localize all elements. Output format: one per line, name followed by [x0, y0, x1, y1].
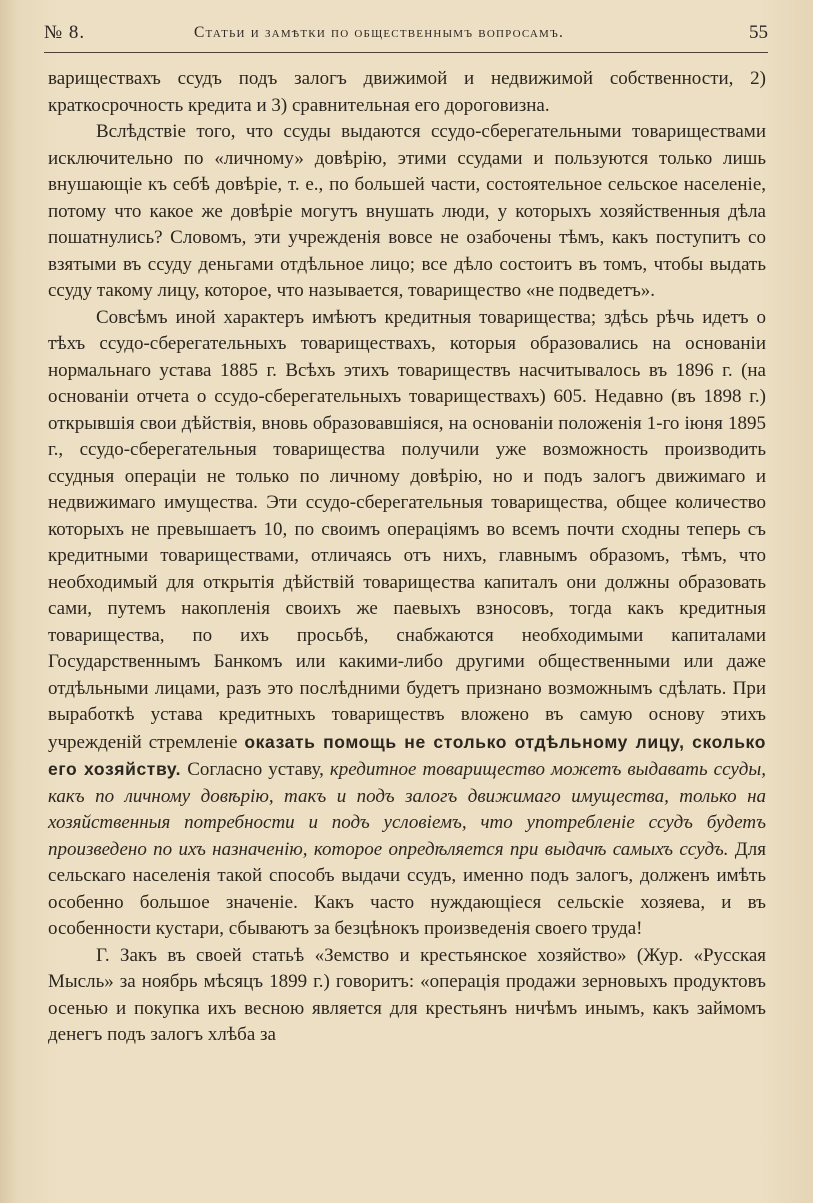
paragraph-3 [48, 305, 766, 943]
paragraph-4 [48, 943, 766, 1049]
paragraph-text: Согласно уставу, [181, 759, 330, 780]
paragraph-text: Г. Закъ въ своей статьѣ «Земство и крестьянское хозяйство» (Жур. «Русская Мысль» за ноябрь мѣсяцъ 1899 г.) говоритъ: «операція продажи зерновыхъ продуктовъ осенью и покупка ихъ весною является для крестьянъ ничѣмъ инымъ, какъ займомъ денегъ подъ залогъ хлѣба за [48, 944, 766, 1045]
header-rule [44, 52, 768, 53]
issue-number: № 8. [44, 22, 86, 43]
running-title: Статьи и замѣтки по общественнымъ вопросамъ. [194, 24, 565, 41]
italic-quotation: кредитное товарищество можетъ выдавать ссуды, какъ по личному довѣрію, такъ и подъ залогъ движимаго имущества, только на хозяйственныя потребности и подъ условіемъ, что употребленіе ссудъ будетъ произведено по ихъ назначенію, которое опредѣляется при выдачѣ самыхъ ссудъ. [48, 759, 766, 860]
paragraph-1 [48, 66, 766, 119]
paragraph-text: Совсѣмъ иной характеръ имѣютъ кредитныя товарищества; здѣсь рѣчь идетъ о тѣхъ ссудо-сберегательныхъ товариществахъ, которыя образовались на основаніи нормальнаго устава 1885 г. Всѣхъ этихъ товариществъ насчитывалось въ 1896 г. (на основаніи отчета о ссудо-сберегательныхъ товариществахъ) 605. Недавно (въ 1898 г.) открывшія свои дѣйствія, вновь образовавшіяся, на основаніи положенія 1-го іюня 1895 г., ссудо-сберегательныя товарищества получили уже возможность производить ссудныя операціи не только по личному довѣрію, но и подъ залогъ движимаго и недвижимаго имущества. Эти ссудо-сберегательныя товарищества, общее количество которыхъ не превышаетъ 10, по своимъ операціямъ во всемъ почти сходны теперь съ кредитными товариществами, отличаясь отъ нихъ, главнымъ образомъ, тѣмъ, что необходимый для открытія дѣйствій товарищества капиталъ они должны образовать сами, путемъ накопленія своихъ же паевыхъ взносовъ, тогда какъ кредитныя товарищества, по ихъ просьбѣ, снабжаются необходимыми капиталами Государственнымъ Банкомъ или какими-либо другими общественными или даже отдѣльными лицами, разъ это послѣдними будетъ признано возможнымъ сдѣлать. При выработкѣ устава кредитныхъ товариществъ вложено въ самую основу этихъ учрежденій стремленіе [48, 306, 766, 753]
body-text [48, 66, 766, 1049]
paragraph-text: вариществахъ ссудъ подъ залогъ движимой и недвижимой собственности, 2) краткосрочность кредита и 3) сравнительная его дороговизна. [48, 68, 766, 116]
paragraph-text: Для сельскаго населенія такой способъ выдачи ссудъ, именно подъ залогъ, долженъ имѣть особенно большое значеніе. Какъ часто нуждающіеся сельскіе хозяева, и въ особенности кустари, сбываютъ за безцѣнокъ произведенія своего труда! [48, 838, 766, 939]
paragraph-2 [48, 119, 766, 305]
emphasized-phrase: оказать помощь не столько отдѣльному лицу, сколько его хозяйству. [48, 731, 766, 779]
page-number: 55 [749, 22, 768, 43]
running-header [44, 22, 768, 48]
paragraph-text: Вслѣдствіе того, что ссуды выдаются ссудо-сберегательными товариществами исключительно по «личному» довѣрію, этими ссудами и пользуются только лишь внушающіе къ себѣ довѣріе, т. е., по большей части, состоятельное сельское населеніе, потому что какое же довѣріе могутъ внушать люди, у которыхъ хозяйственныя дѣла пошатнулись? Словомъ, эти учрежденія вовсе не озабочены тѣмъ, какъ поступитъ со взятыми въ ссуду деньгами отдѣльное лицо; все дѣло состоитъ въ томъ, чтобы выдать ссуду такому лицу, которое, что называется, товарищество «не подведетъ». [48, 121, 766, 301]
